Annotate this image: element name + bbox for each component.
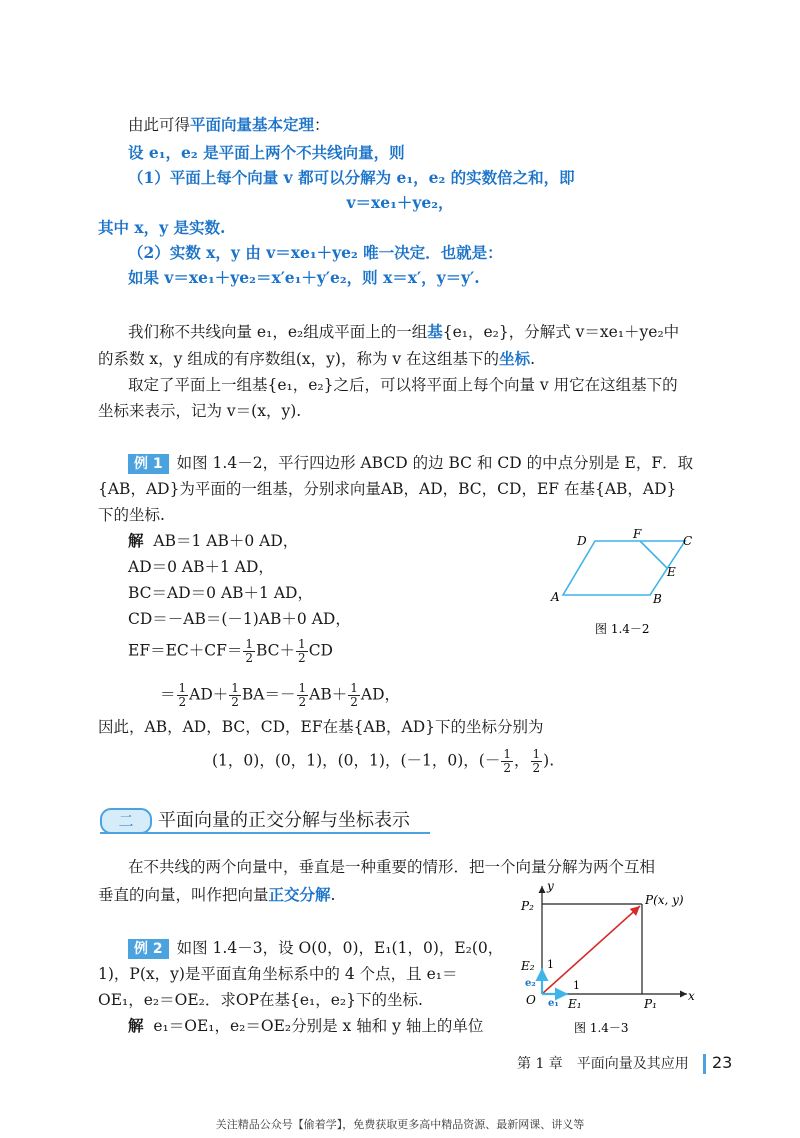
solution1-line2: AD＝0 AB＋1 AD， <box>128 558 274 576</box>
example1-line3: 下的坐标. <box>98 506 165 524</box>
fraction-half: $\frac{1}{2}$ <box>231 681 239 709</box>
term-basis: 基 <box>427 322 443 341</box>
para1-line2: 的系数 x，y 组成的有序数组(x，y)，称为 v 在这组基下的坐标. <box>98 349 536 368</box>
label-vec-e2: e₂ <box>525 978 536 989</box>
theorem-line2: （1）平面上每个向量 v 都可以分解为 e₁，e₂ 的实数倍之和，即 <box>128 168 575 187</box>
solution1-line5: EF＝EC＋CF＝ $\frac{1}{2}$ BC＋ $\frac{1}{2}$ CD <box>128 637 333 665</box>
theorem-line5: 如果 v＝xe₁＋ye₂＝x′e₁＋y′e₂，则 x＝x′，y＝y′. <box>128 268 480 287</box>
label-e2: E₂ <box>521 959 535 973</box>
example1-line2: {AB，AD}为平面的一组基，分别求向量AB，AD，BC，CD，EF 在基{AB，AD} <box>98 480 677 498</box>
label-p: P(x, y) <box>645 893 684 907</box>
label-x: x <box>688 989 695 1003</box>
solution1-line6: ＝ $\frac{1}{2}$ AD＋ $\frac{1}{2}$ BA＝－ $\frac{1}{2}$ AB＋ $\frac{1}{2}$ AD， <box>160 681 401 709</box>
label-p2: P₂ <box>521 899 534 913</box>
solution1-line4: CD＝－AB＝(－1)AB＋0 AD， <box>128 610 351 628</box>
solution1-label: 解 <box>128 532 144 550</box>
term-orthogonal-decomposition: 正交分解 <box>268 885 331 904</box>
label-p1: P₁ <box>644 997 657 1011</box>
theorem-intro: 由此可得平面向量基本定理： <box>128 115 330 134</box>
para1-line1: 我们称不共线向量 e₁，e₂组成平面上的一组基{e₁，e₂}，分解式 v＝xe₁＋ye₂中 <box>128 322 680 341</box>
solution2-label: 解 <box>128 1017 144 1035</box>
figure2-caption: 图 1.4－3 <box>574 1021 629 1035</box>
example2-line1: 例 2 如图 1.4－3，设 O(0，0)，E₁(1，0)，E₂(0， <box>128 937 503 959</box>
label-d: D <box>577 534 587 548</box>
footer-divider <box>703 1054 706 1074</box>
label-f: F <box>633 527 642 541</box>
footer-chapter: 第 1 章 平面向量及其应用 <box>517 1056 689 1072</box>
section-underline <box>100 832 430 834</box>
figure-coordinate-system <box>512 880 712 1040</box>
fraction-half: $\frac{1}{2}$ <box>245 637 253 665</box>
theorem-formula: v＝xe₁＋ye₂， <box>346 193 454 212</box>
example2-line2: 1)，P(x，y)是平面直角坐标系中的 4 个点，且 e₁＝ <box>98 965 458 983</box>
label-e: E <box>667 565 676 579</box>
figure1-caption: 图 1.4－2 <box>595 622 650 636</box>
para3-line1: 在不共线的两个向量中，垂直是一种重要的情形．把一个向量分解为两个互相 <box>128 858 656 876</box>
example2-line3: OE₁，e₂＝OE₂．求OP在基{e₁，e₂}下的坐标. <box>98 991 423 1009</box>
footer-note: 关注精品公众号【偷着学】，免费获取更多高中精品资源、最新网课、讲义等 <box>215 1118 585 1131</box>
theorem-name: 平面向量基本定理 <box>190 115 315 134</box>
label-b: B <box>653 592 662 606</box>
vector-op <box>542 906 640 994</box>
solution1-coords: (1，0)，(0，1)，(0，1)，(－1，0)，(－ $\frac{1}{2}$ ， $\frac{1}{2}$ ). <box>212 747 555 775</box>
tick-one-y: 1 <box>547 958 554 971</box>
theorem-line4: （2）实数 x，y 由 v＝xe₁＋ye₂ 唯一决定．也就是： <box>128 243 503 262</box>
fraction-half: $\frac{1}{2}$ <box>178 681 187 709</box>
figure-parallelogram <box>540 525 710 640</box>
solution1-conclusion: 因此，AB，AD，BC，CD，EF在基{AB，AD}下的坐标分别为 <box>98 718 544 736</box>
para2-line2: 坐标来表示，记为 v＝(x，y). <box>98 402 302 420</box>
solution1-line1: 解 AB＝1 AB＋0 AD， <box>128 532 299 550</box>
para2-line1: 取定了平面上一组基{e₁，e₂}之后，可以将平面上每个向量 v 用它在这组基下的 <box>128 376 678 394</box>
fraction-half: $\frac{1}{2}$ <box>298 681 307 709</box>
page-number: 23 <box>712 1053 733 1072</box>
solution1-line3: BC＝AD＝0 AB＋1 AD， <box>128 584 313 602</box>
fraction-half: $\frac{1}{2}$ <box>298 637 306 665</box>
label-vec-e1: e₁ <box>548 998 559 1009</box>
theorem-line3: 其中 x，y 是实数. <box>98 218 226 237</box>
para3-line2: 垂直的向量，叫作把向量正交分解. <box>98 885 336 904</box>
label-a: A <box>551 590 560 604</box>
label-e1: E₁ <box>568 997 582 1011</box>
example1-line1: 例 1 如图 1.4－2，平行四边形 ABCD 的边 BC 和 CD 的中点分别是 E，F．取 <box>128 452 693 474</box>
solution2-line1: 解 e₁＝OE₁，e₂＝OE₂分别是 x 轴和 y 轴上的单位 <box>128 1017 484 1035</box>
example1-badge: 例 1 <box>128 454 169 474</box>
section-number-badge: 二 <box>100 808 152 834</box>
section-title: 平面向量的正交分解与坐标表示 <box>158 810 410 831</box>
label-o: O <box>526 993 536 1007</box>
fraction-half: $\frac{1}{2}$ <box>532 747 541 775</box>
label-c: C <box>683 534 693 548</box>
theorem-line1: 设 e₁，e₂ 是平面上两个不共线向量，则 <box>128 143 405 162</box>
example2-badge: 例 2 <box>128 939 169 959</box>
fraction-half: $\frac{1}{2}$ <box>503 747 511 775</box>
segment-ef <box>640 541 667 568</box>
fraction-half: $\frac{1}{2}$ <box>350 681 358 709</box>
tick-one-x: 1 <box>573 979 580 992</box>
term-coordinate: 坐标 <box>499 349 531 368</box>
label-y: y <box>547 880 554 893</box>
